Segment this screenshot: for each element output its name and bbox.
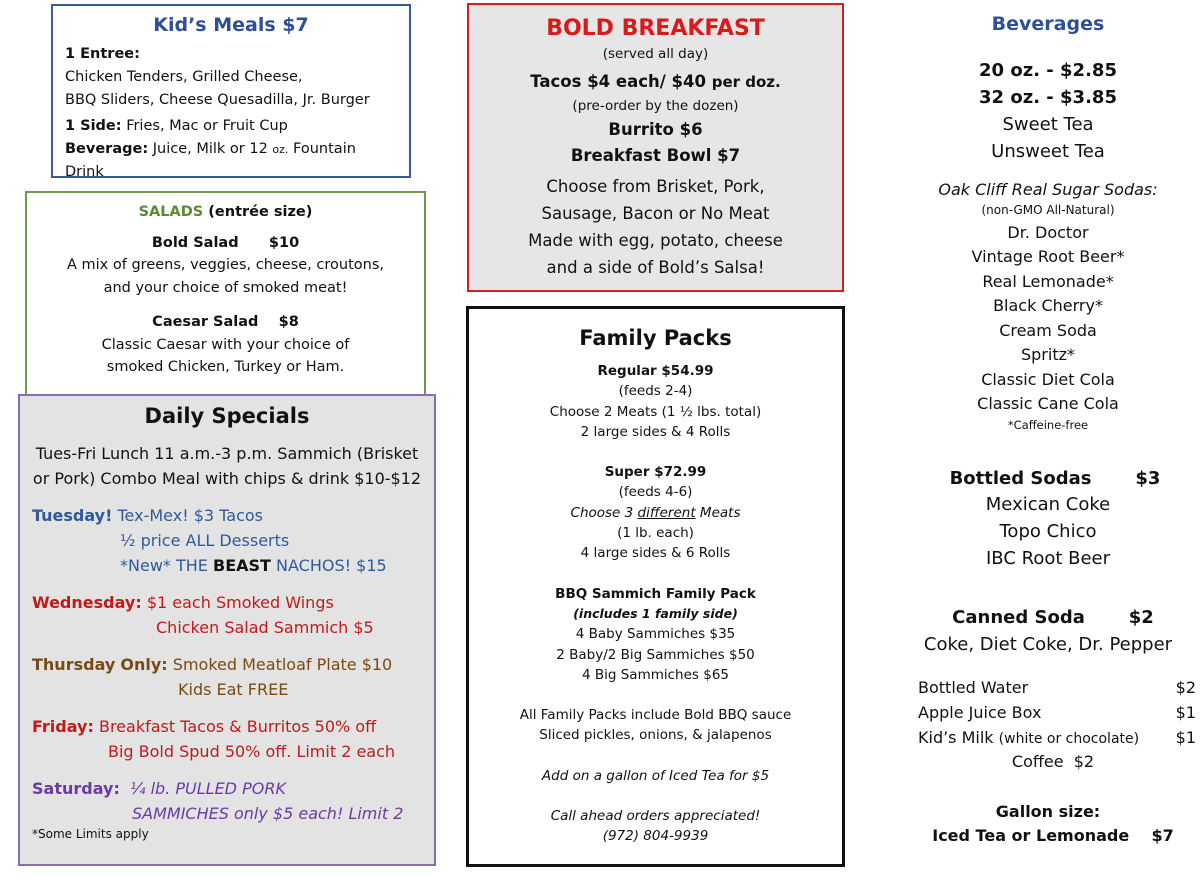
super-meats-b: different <box>637 504 696 521</box>
friday-block <box>32 714 422 764</box>
super-meats-a: Choose 3 <box>570 504 634 521</box>
wednesday-line2: Chicken Salad Sammich $5 <box>156 618 374 637</box>
thursday-label: Thursday <box>32 655 116 674</box>
caffeine-note: *Caffeine-free <box>1007 418 1089 432</box>
thursday-line2: Kids Eat FREE <box>178 680 289 699</box>
tuesday-item3a: *New* THE <box>120 556 208 575</box>
beverages-title: Beverages <box>991 13 1105 35</box>
breakfast-bowl: Breakfast Bowl $7 <box>570 146 741 165</box>
thursday-line1 <box>32 652 422 677</box>
family-packs-box <box>466 306 845 867</box>
bold-breakfast-box <box>467 3 844 292</box>
bev-oz: oz. <box>272 143 289 156</box>
breakfast-desc1: Choose from Brisket, Pork, <box>546 177 765 196</box>
water-label: Bottled Water <box>918 678 1029 697</box>
milk-name: Kid’s Milk <box>918 728 994 747</box>
breakfast-burrito: Burrito $6 <box>608 120 703 139</box>
friday-line2: Big Bold Spud 50% off. Limit 2 each <box>108 742 396 761</box>
tuesday-block <box>32 503 422 578</box>
super-sides: 4 large sides & 6 Rolls <box>580 545 731 562</box>
super-each: (1 lb. each) <box>617 525 694 542</box>
bev-unsweet-tea: Unsweet Tea <box>991 141 1105 162</box>
coffee-row <box>900 752 1196 771</box>
tuesday-line2: ½ price ALL Desserts <box>120 531 290 550</box>
kids-beverage <box>65 138 397 184</box>
regular-meats: Choose 2 Meats (1 ½ lbs. total) <box>549 403 762 420</box>
specials-intro1: Tues-Fri Lunch 11 a.m.-3 p.m. Sammich (Brisket <box>35 444 419 463</box>
wednesday-label: Wednesday: <box>32 593 142 612</box>
bev-text-b: Fountain Drink <box>65 141 356 180</box>
milk-price: $1 <box>1175 728 1196 747</box>
tuesday-line1 <box>32 503 422 528</box>
tacos-per-doz: per doz. <box>711 73 781 91</box>
thursday-only: Only: <box>120 655 168 674</box>
friday-label: Friday: <box>32 717 94 736</box>
wednesday-block <box>32 590 422 640</box>
coffee-label: Coffee <box>1011 752 1064 771</box>
wednesday-line1 <box>32 590 422 615</box>
bold-salad-desc2: and your choice of smoked meat! <box>103 279 348 296</box>
breakfast-title: BOLD BREAKFAST <box>546 16 765 41</box>
regular-sides: 2 large sides & 4 Rolls <box>580 423 731 440</box>
sammich-pack-includes: (includes 1 family side) <box>573 605 738 621</box>
milk-row <box>918 728 1196 747</box>
soda-item: Real Lemonade* <box>982 272 1114 291</box>
bold-salad-label: Bold Salad <box>151 234 239 251</box>
breakfast-desc3: Made with egg, potato, cheese <box>528 231 783 250</box>
bottled-label: Bottled Sodas <box>949 468 1092 489</box>
saturday-line2: SAMMICHES only $5 each! Limit 2 <box>132 804 404 823</box>
bev-text: Juice, Milk or 12 <box>152 141 268 157</box>
beverages-column <box>900 0 1196 877</box>
sammich-pack-1: 4 Baby Sammiches $35 <box>575 626 736 643</box>
side-label: 1 Side: <box>65 118 122 134</box>
sammich-pack-2: 2 Baby/2 Big Sammiches $50 <box>556 646 755 663</box>
bottled-item: Topo Chico <box>999 521 1097 542</box>
caesar-salad-name <box>35 311 416 334</box>
bev-label: Beverage: <box>65 141 149 157</box>
tuesday-beast: BEAST <box>213 556 271 575</box>
bottled-item: Mexican Coke <box>985 494 1111 515</box>
coffee-price: $2 <box>1073 752 1095 771</box>
salads-box <box>25 191 426 396</box>
gallon-items <box>900 826 1196 845</box>
kids-entree-line2: BBQ Sliders, Cheese Quesadilla, Jr. Burger <box>65 92 370 108</box>
family-title: Family Packs <box>579 326 732 350</box>
family-call-ahead: Call ahead orders appreciated! <box>550 808 761 825</box>
family-addon: Add on a gallon of Iced Tea for $5 <box>541 767 770 784</box>
apple-price: $1 <box>1175 703 1196 722</box>
super-feeds: (feeds 4-6) <box>618 484 693 501</box>
salads-title <box>35 201 416 224</box>
bev-size-20: 20 oz. - $2.85 <box>979 60 1117 81</box>
gallon-size-title: Gallon size: <box>995 802 1101 821</box>
breakfast-served: (served all day) <box>602 46 709 62</box>
gallon-price: $7 <box>1151 826 1174 845</box>
bold-salad-desc1: A mix of greens, veggies, cheese, croutons, <box>66 257 385 273</box>
bev-size-32: 32 oz. - $3.85 <box>979 87 1117 108</box>
wednesday-item1: $1 each Smoked Wings <box>146 593 334 612</box>
super-name: Super $72.99 <box>604 464 707 481</box>
tuesday-item1: Tex-Mex! $3 Tacos <box>117 506 263 525</box>
breakfast-tacos <box>477 69 834 95</box>
milk-label <box>918 728 1139 747</box>
salads-title-suffix: (entrée size) <box>208 204 313 220</box>
sammich-pack-3: 4 Big Sammiches $65 <box>581 666 730 683</box>
soda-item: Dr. Doctor <box>1007 223 1089 242</box>
kids-entree-line1: Chicken Tenders, Grilled Cheese, <box>65 69 303 85</box>
saturday-label: Saturday: <box>32 779 120 798</box>
specials-title: Daily Specials <box>144 404 310 428</box>
friday-line1 <box>32 714 422 739</box>
sammich-pack-name: BBQ Sammich Family Pack <box>555 585 756 602</box>
saturday-block <box>32 776 422 826</box>
kids-side <box>65 115 397 138</box>
bold-salad-price: $10 <box>268 234 300 251</box>
apple-row <box>918 703 1196 722</box>
caesar-salad-label: Caesar Salad <box>152 314 259 330</box>
bold-salad-name <box>35 232 416 255</box>
oak-cliff-title: Oak Cliff Real Sugar Sodas: <box>938 180 1158 199</box>
caesar-salad-desc1: Classic Caesar with your choice of <box>101 336 350 353</box>
regular-name: Regular $54.99 <box>597 363 714 379</box>
soda-item: Black Cherry* <box>993 296 1103 315</box>
kids-entree-label <box>65 43 397 66</box>
regular-feeds: (feeds 2-4) <box>618 383 693 400</box>
saturday-line1 <box>32 776 422 801</box>
entree-label: 1 Entree: <box>65 46 140 62</box>
apple-label: Apple Juice Box <box>918 703 1042 722</box>
soda-item: Vintage Root Beer* <box>971 247 1125 266</box>
kids-title: Kid’s Meals $7 <box>153 14 309 36</box>
kids-meals-box <box>51 4 411 178</box>
caesar-salad-desc2: smoked Chicken, Turkey or Ham. <box>106 359 345 375</box>
thursday-item1: Smoked Meatloaf Plate $10 <box>172 655 393 674</box>
soda-item: Spritz* <box>1020 345 1075 364</box>
canned-label: Canned Soda <box>952 607 1085 628</box>
water-row <box>918 678 1196 697</box>
salads-title-word: SALADS <box>138 204 204 220</box>
canned-items: Coke, Diet Coke, Dr. Pepper <box>923 634 1173 655</box>
bottled-sodas-title <box>900 468 1196 489</box>
saturday-item1: ¼ lb. PULLED PORK <box>130 779 286 798</box>
soda-item: Classic Cane Cola <box>977 394 1119 413</box>
specials-note: *Some Limits apply <box>32 827 149 841</box>
bev-sweet-tea: Sweet Tea <box>1002 114 1094 135</box>
milk-note: (white or chocolate) <box>998 731 1140 747</box>
family-includes-1: All Family Packs include Bold BBQ sauce <box>519 707 792 724</box>
super-meats <box>477 503 834 523</box>
oak-cliff-note: (non-GMO All-Natural) <box>981 203 1115 217</box>
bottled-price: $3 <box>1135 468 1161 489</box>
side-text: Fries, Mac or Fruit Cup <box>126 118 288 134</box>
daily-specials-box <box>18 394 436 866</box>
tuesday-line3 <box>32 553 422 578</box>
thursday-block <box>32 652 422 702</box>
tuesday-item3c: NACHOS! $15 <box>276 556 387 575</box>
gallon-items-text: Iced Tea or Lemonade <box>932 826 1130 845</box>
canned-price: $2 <box>1128 607 1154 628</box>
breakfast-preorder: (pre-order by the dozen) <box>572 98 739 114</box>
soda-item: Cream Soda <box>999 321 1097 340</box>
breakfast-desc4: and a side of Bold’s Salsa! <box>546 258 765 277</box>
tacos-price: Tacos $4 each/ $40 <box>530 72 706 91</box>
tuesday-label: Tuesday! <box>32 506 113 525</box>
soda-item: Classic Diet Cola <box>981 370 1115 389</box>
bottled-item: IBC Root Beer <box>985 548 1111 569</box>
canned-soda-title <box>900 607 1196 628</box>
super-meats-c: Meats <box>699 504 741 521</box>
breakfast-desc2: Sausage, Bacon or No Meat <box>541 204 770 223</box>
caesar-salad-price: $8 <box>278 314 299 330</box>
specials-intro2: or Pork) Combo Meal with chips & drink $10-$12 <box>32 469 422 488</box>
water-price: $2 <box>1175 678 1196 697</box>
family-phone: (972) 804-9939 <box>602 828 709 845</box>
family-includes-2: Sliced pickles, onions, & jalapenos <box>539 727 772 744</box>
friday-item1: Breakfast Tacos & Burritos 50% off <box>98 717 377 736</box>
